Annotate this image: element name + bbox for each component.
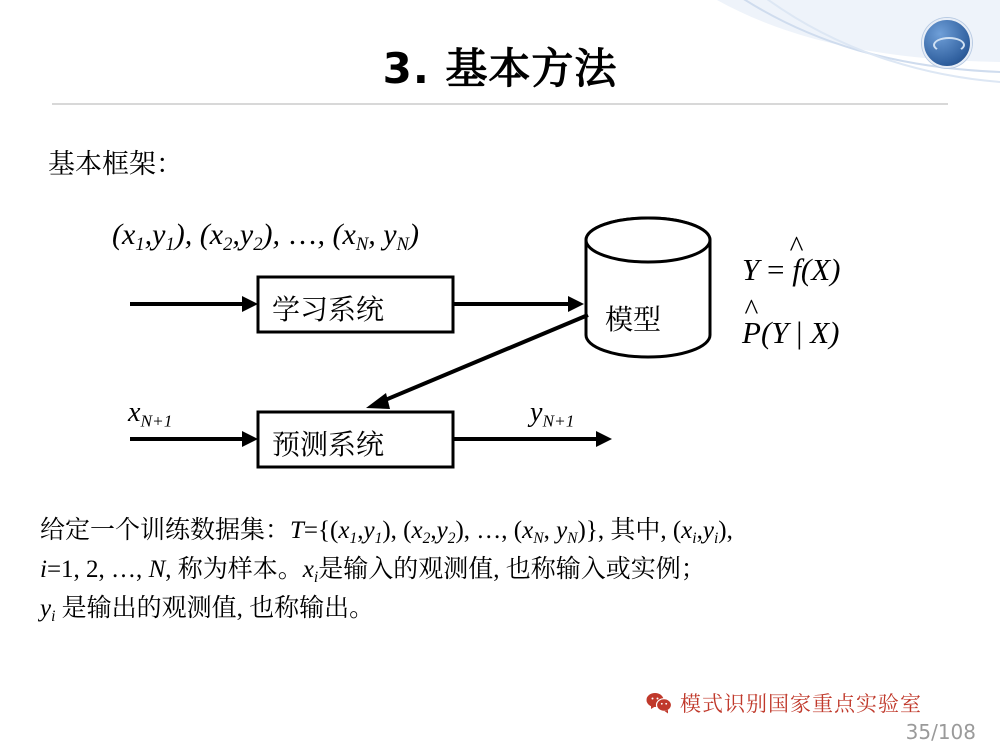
section-subheading: 基本框架： [48,149,183,180]
page-number: 35/108 [905,720,976,744]
wechat-icon [646,692,672,714]
description-line-2: i=1, 2, …, N, 称为样本。$x_i$是输入的观测值, 也称输入或实例； [40,555,706,586]
footer [646,688,922,718]
equation-y-equals-fhat-x: Y = ^ f(X) [742,252,840,288]
equation-p-hat-y-given-x: ^ P(Y | X) [742,315,840,351]
title-divider [52,103,948,105]
page-title: 3. 基本方法 [382,44,618,93]
footer-label: 模式识别国家重点实验室 [680,692,922,716]
description-line-1: 给定一个训练数据集：$T=\{(x_1,y_1)$, $(x_2,y_2)$, …, ($x_N$, $y_N$)}, 其中, $(x_i,y_i)$, [40,517,733,547]
output-variable-label: $y_{N+1}$ [530,397,575,431]
model-label: 模型 [605,303,662,336]
prediction-system-label: 预测系统 [272,428,385,461]
description-line-3: $y_i$ 是输出的观测值, 也称输出。 [40,594,375,625]
learning-system-label: 学习系统 [272,293,385,326]
dataset-label: $(x_1,y_1)$, $(x_2,y_2)$, …, ($x_N$, $y_N$) [112,218,419,255]
input-variable-label: $x_{N+1}$ [128,397,173,431]
description-text [40,512,970,629]
framework-diagram [0,205,1000,495]
